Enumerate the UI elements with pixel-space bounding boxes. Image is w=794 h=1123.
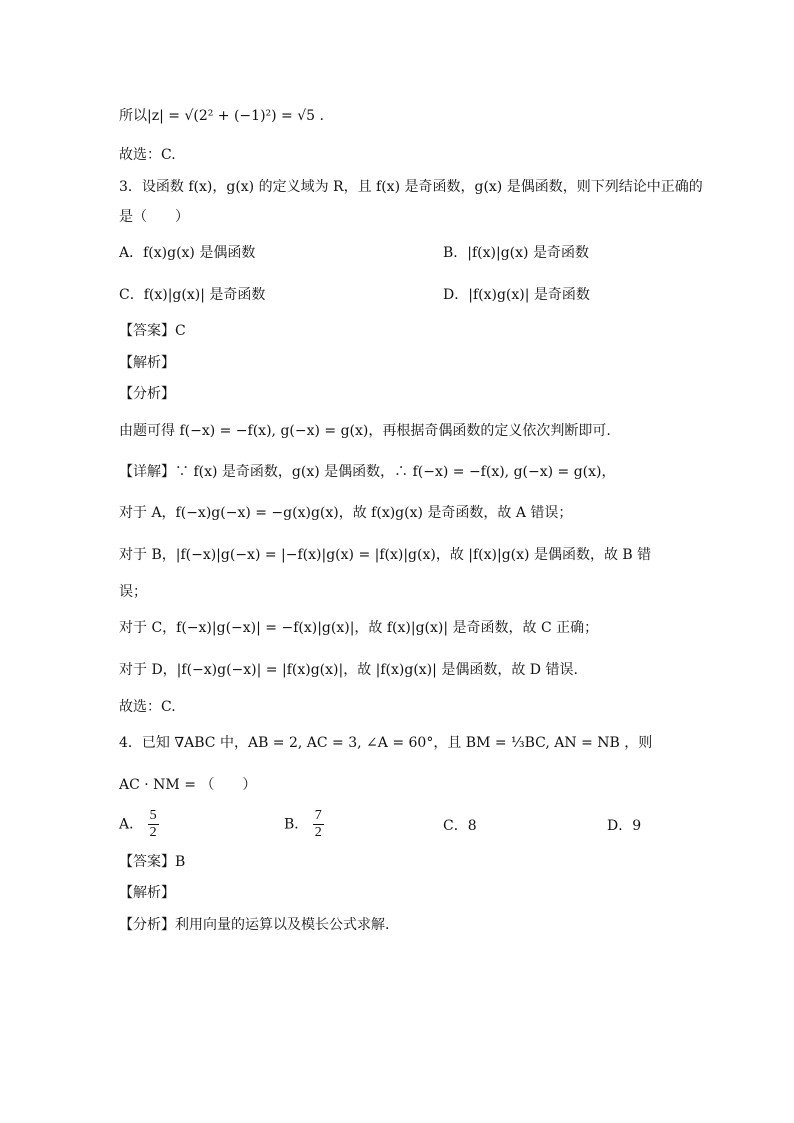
q3-detail: 【详解】∵ f(x) 是奇函数，g(x) 是偶函数，∴ f(−x) = −f(x), g(−x) = g(x)， [119, 464, 616, 480]
question-3-stem: 3．设函数 f(x)，g(x) 的定义域为 R，且 f(x) 是奇函数，g(x) 是偶函数，则下列结论中正确的 [119, 179, 703, 195]
numerator: 5 [149, 808, 157, 823]
q3-case-b: 对于 B，|f(−x)|g(−x) = |−f(x)|g(x) = |f(x)|g(x)，故 |f(x)|g(x) 是偶函数，故 B 错 [119, 547, 652, 563]
question-4-stem-cont: AC · NM = （ ） [119, 777, 257, 793]
q3-option-d: D．|f(x)g(x)| 是奇函数 [443, 287, 590, 303]
denominator: 2 [314, 825, 322, 840]
choice-line: 故选：C. [119, 147, 176, 163]
q3-option-b: B．|f(x)|g(x) 是奇函数 [443, 245, 589, 261]
q4-option-a-fraction [148, 808, 159, 841]
q3-end: 故选：C. [119, 699, 176, 715]
question-3-stem-cont: 是（ ） [119, 209, 189, 225]
q4-option-a [119, 808, 159, 841]
q4-option-b [284, 808, 324, 841]
q3-case-c: 对于 C，f(−x)|g(−x)| = −f(x)|g(x)|，故 f(x)|g(x)| 是奇函数，故 C 正确； [119, 620, 599, 636]
q4-stem-part-3: ，则 [624, 735, 653, 751]
q3-fenxi-text: 由题可得 f(−x) = −f(x), g(−x) = g(x)，再根据奇偶函数的定义依次判断即可. [119, 423, 611, 439]
q4-option-b-fraction [313, 808, 324, 841]
question-4-stem [119, 733, 652, 753]
q3-option-a: A．f(x)g(x) 是偶函数 [119, 245, 256, 261]
q4-answer: 【答案】B [119, 854, 186, 870]
q4-fenxi: 【分析】利用向量的运算以及模长公式求解. [119, 917, 390, 933]
q3-case-d: 对于 D，|f(−x)g(−x)| = |f(x)g(x)|，故 |f(x)g(x)| 是偶函数，故 D 错误. [119, 662, 578, 678]
numerator: 7 [314, 808, 322, 823]
q3-answer: 【答案】C [119, 323, 186, 339]
q4-option-c: C．8 [443, 818, 477, 834]
solution-line-modulus: 所以|z| = √(2² + (−1)²) = √5 . [119, 108, 324, 124]
q4-option-d: D．9 [607, 818, 642, 834]
q3-fenxi: 【分析】 [119, 386, 175, 402]
q3-case-b-cont: 误； [119, 584, 147, 600]
q3-option-c: C．f(x)|g(x)| 是奇函数 [119, 287, 266, 303]
q4-option-a-label: A． [119, 816, 144, 833]
q3-jiexi: 【解析】 [119, 355, 175, 371]
q4-stem-part-1: 4．已知 ∇ABC 中，AB = 2, AC = 3, ∠A = 60°，且 [119, 735, 462, 751]
q4-stem-vectors: BM = ⅓BC, AN = NB [465, 735, 620, 751]
denominator: 2 [149, 825, 157, 840]
q4-option-b-label: B． [284, 816, 309, 833]
q4-jiexi: 【解析】 [119, 885, 175, 901]
q3-case-a: 对于 A，f(−x)g(−x) = −g(x)g(x)，故 f(x)g(x) 是奇函数，故 A 错误； [119, 505, 573, 521]
